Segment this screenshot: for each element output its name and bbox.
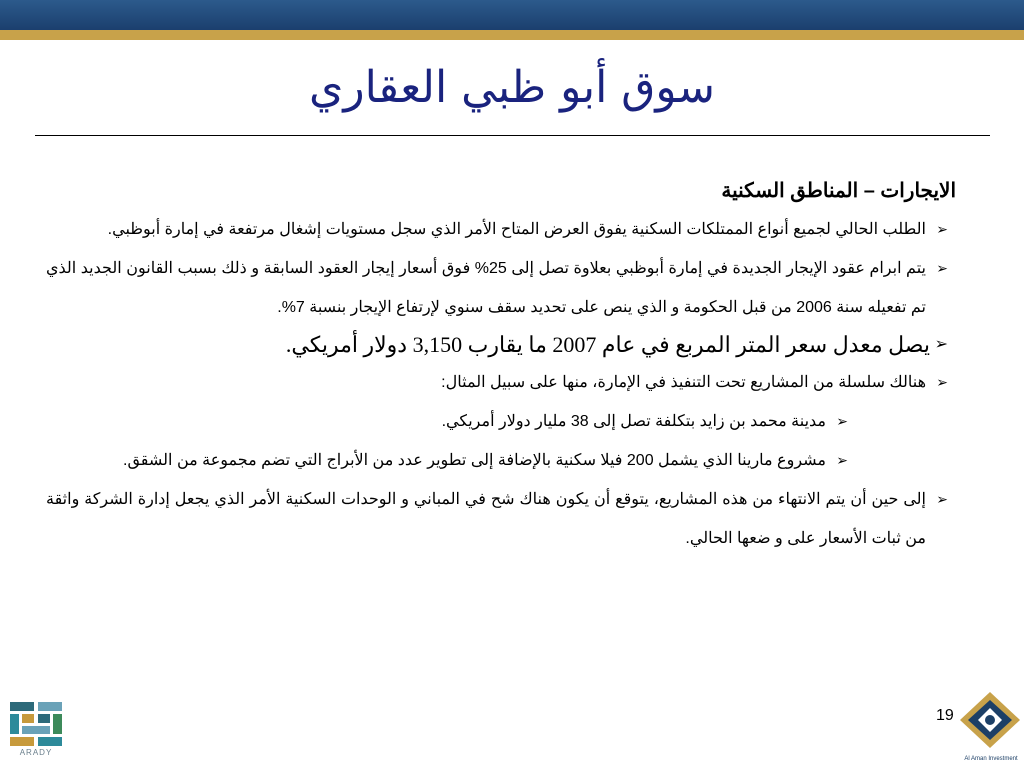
- gold-stripe: [0, 30, 1024, 40]
- arrow-bullet-icon: ➢: [836, 452, 848, 468]
- slide-title: سوق أبو ظبي العقاري: [308, 62, 716, 113]
- page-number: 19: [936, 707, 954, 724]
- bullet-text: مشروع مارينا الذي يشمل 200 فيلا سكنية بالإضافة إلى تطوير عدد من الأبراج التي تضم مجموعة من الشقق.: [123, 452, 826, 469]
- bullet-text: مدينة محمد بن زايد بتكلفة تصل إلى 38 مليار دولار أمريكي.: [441, 413, 826, 430]
- bullet-item: [46, 363, 948, 402]
- arady-logo: [6, 700, 66, 752]
- arrow-bullet-icon: ➢: [934, 336, 948, 353]
- bullet-item: [46, 210, 948, 249]
- sub-bullet-item: [46, 402, 848, 441]
- bullet-item: [46, 327, 948, 363]
- top-band: [0, 0, 1024, 30]
- arrow-bullet-icon: ➢: [936, 221, 948, 237]
- arrow-bullet-icon: ➢: [936, 260, 948, 276]
- slide-content: [46, 176, 956, 558]
- bullet-item: [46, 249, 948, 327]
- section-heading: الايجارات – المناطق السكنية: [721, 180, 956, 202]
- arrow-bullet-icon: ➢: [936, 374, 948, 390]
- arady-logo-text: ARADY: [19, 748, 53, 757]
- bullet-text: هنالك سلسلة من المشاريع تحت التنفيذ في الإمارة، منها على سبيل المثال:: [441, 374, 926, 391]
- bullet-text: يصل معدل سعر المتر المربع في عام 2007 ما يقارب 3,150 دولار أمريكي.: [285, 332, 930, 357]
- al-aman-logo: [958, 690, 1022, 756]
- arady-logo-icon: [6, 700, 66, 748]
- arrow-bullet-icon: ➢: [936, 491, 948, 507]
- arrow-bullet-icon: ➢: [836, 413, 848, 429]
- bullet-text: يتم ابرام عقود الإيجار الجديدة في إمارة أبوظبي بعلاوة تصل إلى 25% فوق أسعار إيجار العقود السابقة و ذلك بسبب القانون الجديد الذي تم تفعيله سنة 2006 من قبل الحكومة و الذي ينص على تحديد سقف سنوي لإرتفاع الإيجار بنسبة 7%.: [46, 260, 926, 316]
- bullet-item: [46, 480, 948, 558]
- al-aman-logo-text: Al Aman Investment: [964, 756, 1018, 762]
- bullet-text: الطلب الحالي لجميع أنواع الممتلكات السكنية يفوق العرض المتاح الأمر الذي سجل مستويات إشغال مرتفعة في إمارة أبوظبي.: [107, 221, 926, 238]
- sub-bullet-item: [46, 441, 848, 480]
- title-divider: [35, 135, 990, 136]
- al-aman-logo-icon: [958, 690, 1022, 752]
- bullet-text: إلى حين أن يتم الانتهاء من هذه المشاريع، يتوقع أن يكون هناك شح في المباني و الوحدات السكنية الأمر الذي يجعل إدارة الشركة واثقة من ثبات الأسعار على و ضعها الحالي.: [46, 491, 926, 547]
